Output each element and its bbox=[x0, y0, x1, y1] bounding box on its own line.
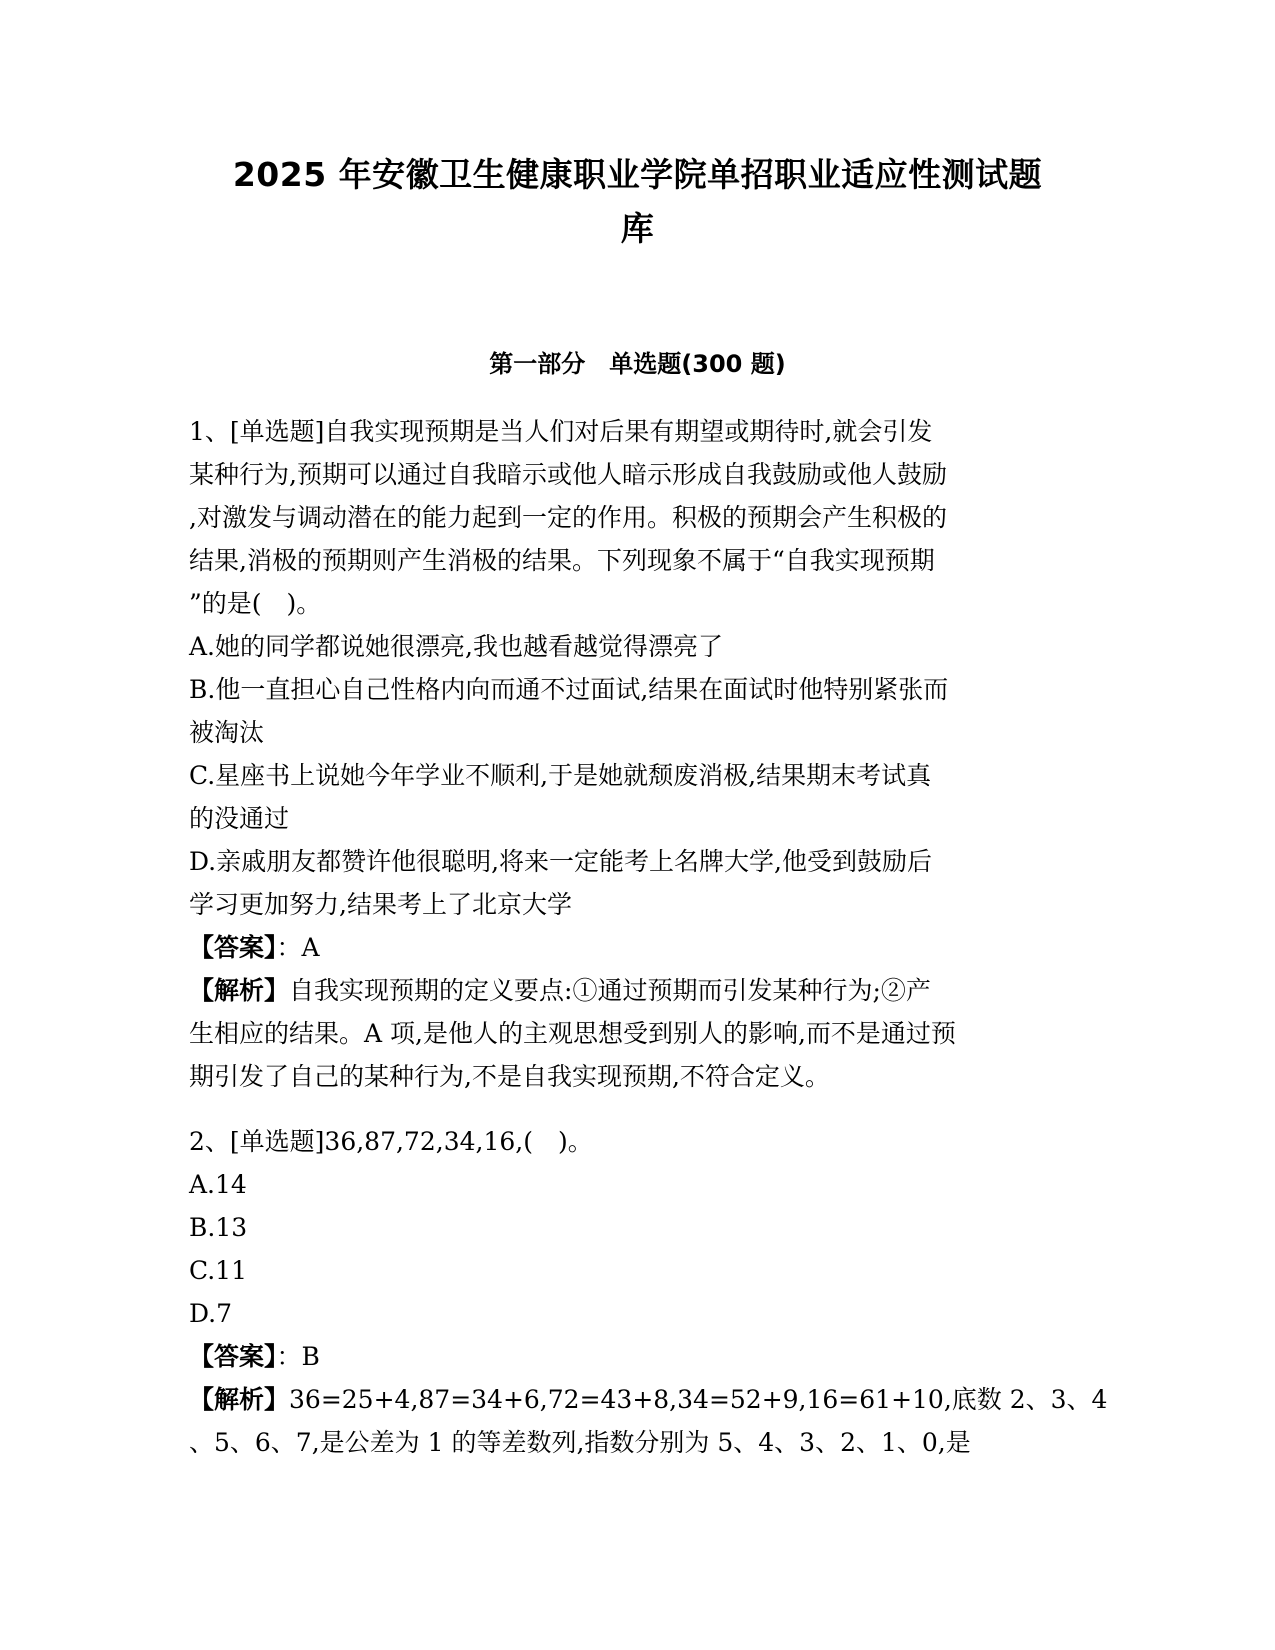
answer-label: 【答案】 bbox=[189, 1342, 277, 1371]
answer-value: ：A bbox=[276, 933, 320, 962]
question-1-stem-line: 某种行为,预期可以通过自我暗示或他人暗示形成自我鼓励或他人鼓励 bbox=[189, 460, 947, 489]
question-1-analysis-line bbox=[189, 969, 1089, 1012]
question-2-option-d: D.7 bbox=[189, 1299, 233, 1328]
analysis-label: 【解析】 bbox=[189, 1385, 290, 1414]
question-2-option-a: A.14 bbox=[189, 1170, 247, 1199]
question-1-option-b-line: 被淘汰 bbox=[189, 718, 265, 747]
document-title-line-1: 2025 年安徽卫生健康职业学院单招职业适应性测试题 bbox=[232, 155, 1043, 194]
question-1 bbox=[189, 410, 1089, 1098]
question-1-option-c-line: C.星座书上说她今年学业不顺利,于是她就颓废消极,结果期末考试真 bbox=[189, 761, 932, 790]
analysis-label: 【解析】 bbox=[189, 976, 290, 1005]
question-1-option-d-line: D.亲戚朋友都赞许他很聪明,将来一定能考上名牌大学,他受到鼓励后 bbox=[189, 847, 932, 876]
section-heading: 第一部分 单选题(300 题) bbox=[489, 350, 786, 378]
question-1-analysis-line: 期引发了自己的某种行为,不是自我实现预期,不符合定义。 bbox=[189, 1062, 830, 1091]
question-1-stem-line: ”的是( )。 bbox=[189, 589, 322, 618]
answer-value: ：B bbox=[276, 1342, 320, 1371]
question-2-analysis-line bbox=[189, 1378, 1108, 1421]
question-2-option-b: B.13 bbox=[189, 1213, 248, 1242]
question-2-answer bbox=[189, 1335, 1089, 1378]
analysis-text: 自我实现预期的定义要点:①通过预期而引发某种行为;②产 bbox=[289, 976, 931, 1005]
question-1-stem-line: ,对激发与调动潜在的能力起到一定的作用。积极的预期会产生积极的 bbox=[189, 503, 947, 532]
question-1-option-d-line: 学习更加努力,结果考上了北京大学 bbox=[189, 890, 572, 919]
document-title bbox=[190, 148, 1085, 256]
answer-label: 【答案】 bbox=[189, 933, 277, 962]
question-2-option-c: C.11 bbox=[189, 1256, 247, 1285]
question-2-analysis-line: 、5、6、7,是公差为 1 的等差数列,指数分别为 5、4、3、2、1、0,是 bbox=[189, 1428, 971, 1457]
question-1-answer bbox=[189, 926, 1089, 969]
question-1-option-a: A.她的同学都说她很漂亮,我也越看越觉得漂亮了 bbox=[189, 632, 723, 661]
question-1-option-b-line: B.他一直担心自己性格内向而通不过面试,结果在面试时他特别紧张而 bbox=[189, 675, 949, 704]
question-separator bbox=[189, 1098, 1089, 1120]
question-1-stem-line: 1、[单选题]自我实现预期是当人们对后果有期望或期待时,就会引发 bbox=[189, 417, 933, 446]
question-2-stem: 2、[单选题]36,87,72,34,16,( )。 bbox=[189, 1127, 593, 1156]
analysis-text: 36=25+4,87=34+6,72=43+8,34=52+9,16=61+10,底数 2、3、4 bbox=[289, 1385, 1108, 1414]
question-2 bbox=[189, 1120, 1108, 1464]
question-1-analysis-line: 生相应的结果。A 项,是他人的主观思想受到别人的影响,而不是通过预 bbox=[189, 1019, 956, 1048]
question-1-stem-line: 结果,消极的预期则产生消极的结果。下列现象不属于“自我实现预期 bbox=[189, 546, 935, 575]
question-list bbox=[189, 410, 1108, 1464]
question-1-option-c-line: 的没通过 bbox=[189, 804, 290, 833]
document-title-line-2: 库 bbox=[620, 209, 655, 248]
